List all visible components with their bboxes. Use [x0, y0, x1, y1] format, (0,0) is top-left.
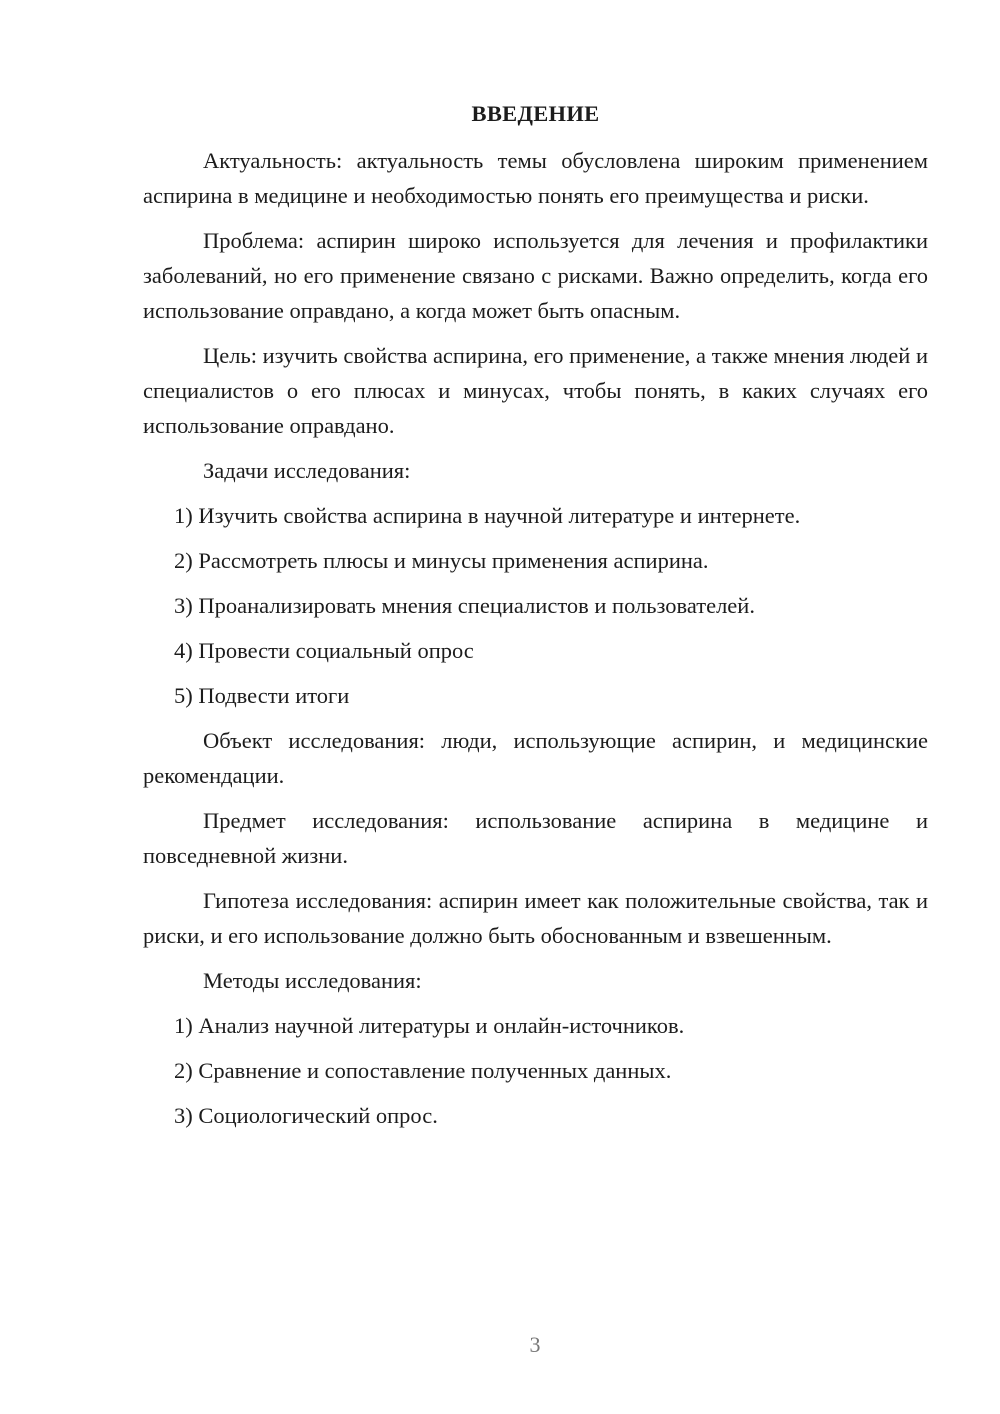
tasks-heading: Задачи исследования:: [203, 458, 411, 483]
object-paragraph: Объект исследования: люди, использующие аспирин, и медицинские рекомендации.: [143, 728, 928, 788]
method-item: 1) Анализ научной литературы и онлайн-источников.: [174, 1013, 685, 1038]
task-item: 5) Подвести итоги: [174, 683, 350, 708]
method-item: 3) Социологический опрос.: [174, 1103, 438, 1128]
tasks-list: [143, 498, 928, 713]
page-number: 3: [529, 1332, 541, 1357]
relevance-paragraph: Актуальность: актуальность темы обусловлена широким применением аспирина в медицине и необходимостью понять его преимущества и риски.: [143, 148, 928, 208]
page-content: [143, 96, 928, 1143]
hypothesis-paragraph: Гипотеза исследования: аспирин имеет как положительные свойства, так и риски, и его использование должно быть обоснованным и взвешенным.: [143, 888, 928, 948]
method-item: 2) Сравнение и сопоставление полученных данных.: [174, 1058, 672, 1083]
methods-heading: Методы исследования:: [203, 968, 422, 993]
page-title: ВВЕДЕНИЕ: [471, 101, 600, 126]
methods-list: [143, 1008, 928, 1133]
problem-paragraph: Проблема: аспирин широко используется для лечения и профилактики заболеваний, но его применение связано с рисками. Важно определить, когда его использование оправдано, а когда может быть опасным.: [143, 228, 928, 323]
task-item: 1) Изучить свойства аспирина в научной литературе и интернете.: [174, 503, 801, 528]
goal-paragraph: Цель: изучить свойства аспирина, его применение, а также мнения людей и специалистов о его плюсах и минусах, чтобы понять, в каких случаях его использование оправдано.: [143, 343, 928, 438]
task-item: 3) Проанализировать мнения специалистов и пользователей.: [174, 593, 755, 618]
subject-paragraph: Предмет исследования: использование аспирина в медицине и повседневной жизни.: [143, 808, 928, 868]
task-item: 4) Провести социальный опрос: [174, 638, 474, 663]
task-item: 2) Рассмотреть плюсы и минусы применения аспирина.: [174, 548, 709, 573]
